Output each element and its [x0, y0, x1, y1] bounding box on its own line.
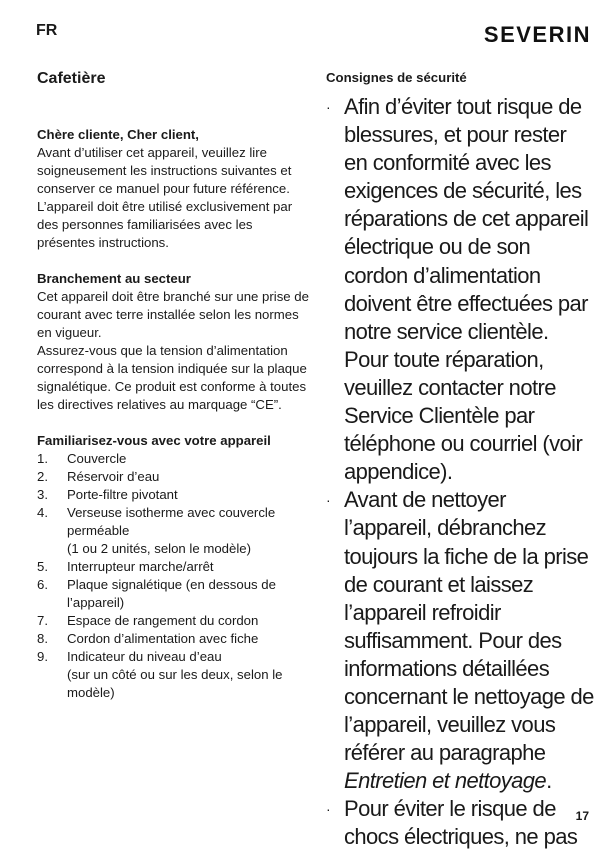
list-item: 4. Verseuse isotherme avec couvercle perméable (1 ou 2 unités, selon le modèle)	[37, 505, 276, 556]
list-item: 5. Interrupteur marche/arrêt	[37, 559, 214, 574]
list-item: · Pour éviter le risque de chocs électriques, ne pas	[326, 795, 594, 851]
page-title: Cafetière	[37, 70, 106, 87]
bullet-icon: ·	[326, 492, 331, 509]
list-item: · Avant de nettoyer l’appareil, débranchez toujours la fiche de la prise de courant et laissez l’appareil refroidir suffisamment. Pour des informations détaillées concernant le nettoyage de l’appareil, veuillez vous référer au paragraphe Entretien et nettoyage.	[326, 486, 594, 795]
parts-list	[37, 450, 309, 702]
left-column	[37, 70, 309, 702]
safety-heading: Consignes de sécurité	[326, 70, 467, 85]
list-item: 6. Plaque signalétique (en dessous de l’appareil)	[37, 577, 276, 610]
mains-text-2: Assurez-vous que la tension d’alimentation correspond à la tension indiquée sur la plaque signalétique. Ce produit est conforme à toutes les directives relatives au marquage “CE”.	[37, 343, 307, 412]
list-item: 8. Cordon d’alimentation avec fiche	[37, 631, 259, 646]
list-item: 2. Réservoir d’eau	[37, 469, 160, 484]
list-item: 9. Indicateur du niveau d’eau (sur un côté ou sur les deux, selon le modèle)	[37, 649, 283, 700]
mains-heading: Branchement au secteur	[37, 271, 191, 286]
right-column	[326, 70, 594, 852]
list-item: 3. Porte-filtre pivotant	[37, 487, 178, 502]
list-item: · Afin d’éviter tout risque de blessures, et pour rester en conformité avec les exigences de sécurité, les réparations de cet appareil électrique ou de son cordon d’alimentation doivent être effectuées par notre service clientèle. Pour toute réparation, veuillez contacter notre Service Clientèle par téléphone ou courriel (voir appendice).	[326, 93, 594, 486]
safety-list	[326, 93, 594, 852]
page-number: 17	[575, 809, 589, 823]
greeting-text: Avant d’utiliser cet appareil, veuillez lire soigneusement les instructions suivantes et conserver ce manuel pour future référence. L’appareil doit être utilisé exclusivement par des personnes familiarisées avec les présentes instructions.	[37, 145, 293, 250]
parts-heading: Familiarisez-vous avec votre appareil	[37, 433, 271, 448]
greeting-heading: Chère cliente, Cher client,	[37, 127, 199, 142]
bullet-icon: ·	[326, 801, 331, 818]
bullet-icon: ·	[326, 99, 331, 115]
mains-text-1: Cet appareil doit être branché sur une prise de courant avec terre installée selon les normes en vigueur.	[37, 289, 309, 340]
language-code: FR	[36, 22, 58, 39]
list-item: 1. Couvercle	[37, 451, 127, 466]
list-item: 7. Espace de rangement du cordon	[37, 613, 259, 628]
brand-logo: SEVERIN	[483, 22, 591, 47]
